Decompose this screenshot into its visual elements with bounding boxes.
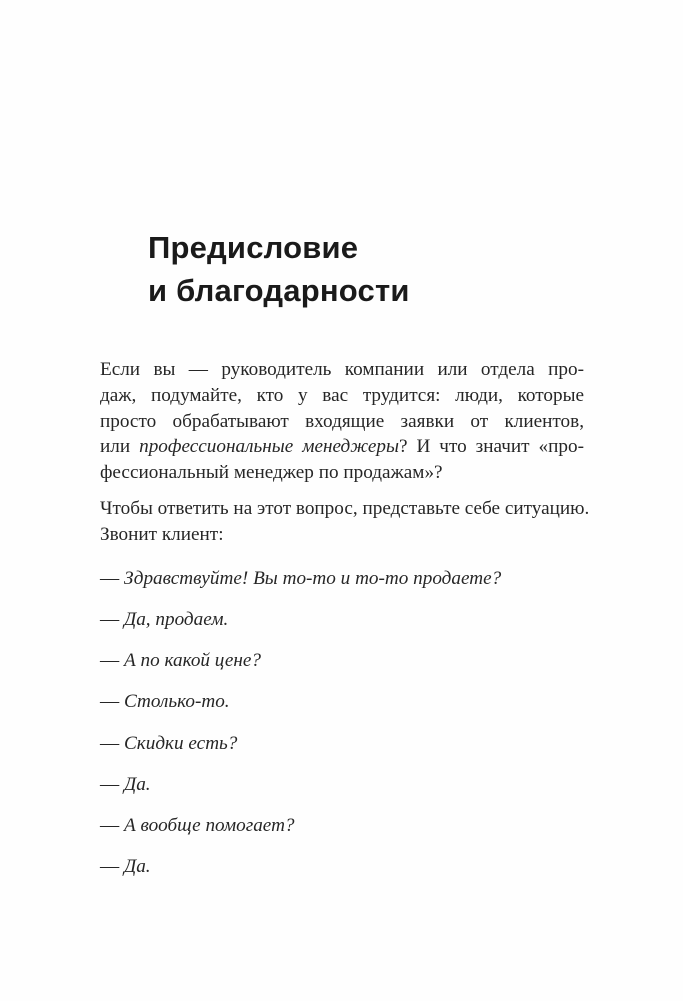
dash-mark: — xyxy=(100,815,120,836)
dash-mark: — xyxy=(100,774,120,795)
dialogue-text: Здравствуйте! Вы то-то и то-то продаете? xyxy=(123,568,502,589)
dialogue-text: Да. xyxy=(123,856,151,877)
paragraph-line: просто обрабатывают входящие заявки от клиентов, xyxy=(100,410,584,432)
dash-mark: — xyxy=(100,568,120,589)
dash-mark: — xyxy=(100,609,120,630)
dialogue-line xyxy=(100,813,295,839)
dialogue-text: Столько-то. xyxy=(123,691,230,712)
dialogue-line xyxy=(100,854,151,880)
chapter-heading xyxy=(148,226,410,312)
dialogue-line xyxy=(100,772,151,798)
dialogue-text: Скидки есть? xyxy=(123,733,238,754)
chapter-heading-line-1: Предисловие xyxy=(148,230,359,265)
dialogue-text: Да. xyxy=(123,774,151,795)
dialogue-text: Да, продаем. xyxy=(123,609,229,630)
dash-mark: — xyxy=(100,650,120,671)
dialogue-text: А по какой цене? xyxy=(123,650,262,671)
line-text: или xyxy=(100,436,140,458)
dash-mark: — xyxy=(100,733,120,754)
dash-mark: — xyxy=(100,691,120,712)
dialogue-line xyxy=(100,689,230,715)
dash-mark: — xyxy=(100,856,120,877)
paragraph-line: даж, подумайте, кто у вас трудится: люди, которые xyxy=(100,384,584,406)
paragraph-intro xyxy=(100,357,584,486)
dialogue-line xyxy=(100,731,237,757)
line-text: ? И что значит «про- xyxy=(398,436,584,458)
paragraph-line: Звонит клиент: xyxy=(100,523,224,545)
dialogue-line xyxy=(100,566,501,592)
emphasis-text: профессиональные менеджеры xyxy=(139,436,399,458)
paragraph-line xyxy=(100,434,584,460)
dialogue-text: А вообще помогает? xyxy=(123,815,295,836)
dialogue-line xyxy=(100,648,261,674)
paragraph-line: фессиональный менеджер по продажам»? xyxy=(100,462,443,484)
paragraph-situation xyxy=(100,496,590,548)
dialogue-line xyxy=(100,607,228,633)
paragraph-line: Чтобы ответить на этот вопрос, представьте себе ситуацию. xyxy=(100,498,590,519)
paragraph-line: Если вы — руководитель компании или отдела про- xyxy=(100,359,584,380)
chapter-heading-line-2: и благодарности xyxy=(148,273,410,308)
